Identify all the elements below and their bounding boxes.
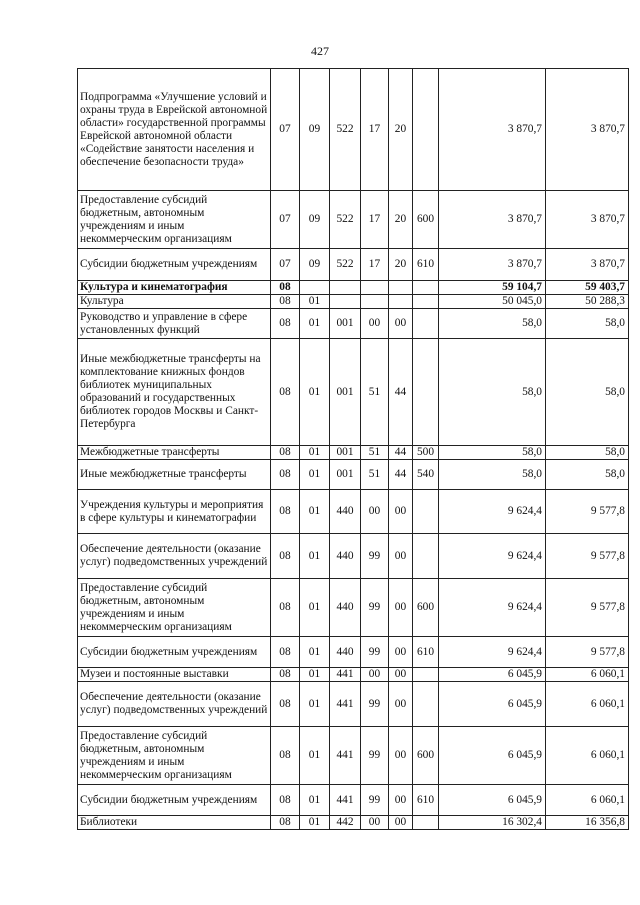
- cell-amount-year-1: 9 624,4: [439, 534, 546, 579]
- cell-amount-year-1: 58,0: [439, 446, 546, 460]
- cell-expense-type: 600: [413, 727, 439, 785]
- cell-target-article-1: 440: [330, 490, 361, 534]
- cell-target-article-1: 441: [330, 727, 361, 785]
- cell-target-article-2: [361, 281, 389, 295]
- cell-expense-type: 500: [413, 446, 439, 460]
- cell-target-article-2: 99: [361, 727, 389, 785]
- cell-amount-year-1: 59 104,7: [439, 281, 546, 295]
- cell-subsection: 01: [300, 295, 330, 309]
- cell-name: Субсидии бюджетным учреждениям: [78, 637, 271, 668]
- cell-target-article-2: 00: [361, 816, 389, 830]
- cell-target-article-3: 44: [389, 446, 413, 460]
- table-row: [78, 534, 629, 579]
- cell-subsection: 01: [300, 534, 330, 579]
- cell-expense-type: [413, 309, 439, 339]
- cell-amount-year-1: 50 045,0: [439, 295, 546, 309]
- cell-amount-year-1: 3 870,7: [439, 191, 546, 249]
- table-row: [78, 816, 629, 830]
- cell-expense-type: 610: [413, 785, 439, 816]
- cell-target-article-1: 441: [330, 682, 361, 727]
- cell-section: 08: [271, 668, 300, 682]
- cell-subsection: 01: [300, 579, 330, 637]
- cell-target-article-3: 00: [389, 579, 413, 637]
- cell-target-article-3: 20: [389, 249, 413, 281]
- cell-subsection: 01: [300, 309, 330, 339]
- cell-expense-type: [413, 816, 439, 830]
- cell-name: Предоставление субсидий бюджетным, автономным учреждениям и иным некоммерческим организациям: [78, 727, 271, 785]
- cell-target-article-3: 00: [389, 490, 413, 534]
- cell-amount-year-2: 6 060,1: [546, 785, 629, 816]
- cell-expense-type: [413, 534, 439, 579]
- cell-subsection: 01: [300, 785, 330, 816]
- table-row: [78, 191, 629, 249]
- cell-target-article-3: 00: [389, 816, 413, 830]
- cell-target-article-1: 440: [330, 579, 361, 637]
- cell-expense-type: [413, 682, 439, 727]
- cell-section: 08: [271, 309, 300, 339]
- cell-name: Субсидии бюджетным учреждениям: [78, 249, 271, 281]
- cell-subsection: 01: [300, 637, 330, 668]
- cell-section: 08: [271, 339, 300, 446]
- cell-amount-year-1: 3 870,7: [439, 249, 546, 281]
- cell-amount-year-2: 6 060,1: [546, 668, 629, 682]
- cell-amount-year-1: 58,0: [439, 339, 546, 446]
- table-row: [78, 249, 629, 281]
- cell-target-article-3: 20: [389, 191, 413, 249]
- table-row: [78, 668, 629, 682]
- cell-target-article-1: 001: [330, 446, 361, 460]
- cell-amount-year-2: 6 060,1: [546, 682, 629, 727]
- cell-subsection: 01: [300, 339, 330, 446]
- cell-target-article-3: 00: [389, 668, 413, 682]
- cell-section: 08: [271, 579, 300, 637]
- cell-amount-year-2: 9 577,8: [546, 490, 629, 534]
- budget-table: [77, 68, 629, 830]
- cell-amount-year-1: 9 624,4: [439, 579, 546, 637]
- cell-amount-year-1: 9 624,4: [439, 490, 546, 534]
- table-row: [78, 69, 629, 191]
- cell-target-article-2: 00: [361, 668, 389, 682]
- table-row: [78, 281, 629, 295]
- cell-target-article-1: 442: [330, 816, 361, 830]
- table-row: [78, 339, 629, 446]
- cell-target-article-1: 001: [330, 460, 361, 490]
- cell-target-article-1: [330, 281, 361, 295]
- cell-section: 08: [271, 682, 300, 727]
- cell-target-article-2: 99: [361, 785, 389, 816]
- cell-subsection: 01: [300, 490, 330, 534]
- cell-section: 08: [271, 460, 300, 490]
- cell-target-article-3: [389, 281, 413, 295]
- cell-amount-year-1: 6 045,9: [439, 785, 546, 816]
- cell-section: 08: [271, 816, 300, 830]
- cell-name: Обеспечение деятельности (оказание услуг) подведомственных учреждений: [78, 534, 271, 579]
- cell-expense-type: [413, 69, 439, 191]
- cell-section: 08: [271, 727, 300, 785]
- table-row: [78, 490, 629, 534]
- cell-expense-type: [413, 339, 439, 446]
- cell-amount-year-1: 58,0: [439, 309, 546, 339]
- cell-amount-year-2: 58,0: [546, 309, 629, 339]
- cell-target-article-1: 522: [330, 249, 361, 281]
- cell-amount-year-2: 58,0: [546, 339, 629, 446]
- table-row: [78, 309, 629, 339]
- cell-target-article-2: 99: [361, 682, 389, 727]
- cell-target-article-2: [361, 295, 389, 309]
- cell-target-article-3: 00: [389, 727, 413, 785]
- table-row: [78, 579, 629, 637]
- table-row: [78, 446, 629, 460]
- cell-expense-type: [413, 668, 439, 682]
- cell-expense-type: [413, 295, 439, 309]
- cell-section: 07: [271, 69, 300, 191]
- page-number: 427: [311, 44, 329, 58]
- cell-expense-type: [413, 490, 439, 534]
- cell-name: Учреждения культуры и мероприятия в сфере культуры и кинематографии: [78, 490, 271, 534]
- cell-amount-year-2: 59 403,7: [546, 281, 629, 295]
- cell-name: Культура: [78, 295, 271, 309]
- cell-amount-year-1: 6 045,9: [439, 682, 546, 727]
- cell-section: 08: [271, 446, 300, 460]
- cell-amount-year-2: 9 577,8: [546, 637, 629, 668]
- cell-target-article-2: 17: [361, 69, 389, 191]
- cell-name: Иные межбюджетные трансферты: [78, 460, 271, 490]
- cell-target-article-1: 001: [330, 309, 361, 339]
- cell-target-article-2: 51: [361, 339, 389, 446]
- cell-subsection: 01: [300, 727, 330, 785]
- cell-target-article-3: 00: [389, 309, 413, 339]
- cell-section: 08: [271, 637, 300, 668]
- cell-name: Подпрограмма «Улучшение условий и охраны труда в Еврейской автономной области» государственной программы Еврейской автономной области «Содействие занятости населения и обеспечение безопасности труда»: [78, 69, 271, 191]
- cell-subsection: 01: [300, 816, 330, 830]
- cell-subsection: 01: [300, 668, 330, 682]
- cell-target-article-3: 44: [389, 339, 413, 446]
- cell-amount-year-2: 9 577,8: [546, 579, 629, 637]
- cell-target-article-3: 00: [389, 682, 413, 727]
- cell-target-article-2: 00: [361, 309, 389, 339]
- cell-subsection: 01: [300, 682, 330, 727]
- cell-target-article-1: 001: [330, 339, 361, 446]
- cell-expense-type: [413, 281, 439, 295]
- cell-target-article-3: 44: [389, 460, 413, 490]
- cell-amount-year-2: 9 577,8: [546, 534, 629, 579]
- cell-amount-year-2: 50 288,3: [546, 295, 629, 309]
- cell-section: 08: [271, 295, 300, 309]
- cell-target-article-1: 522: [330, 69, 361, 191]
- cell-name: Музеи и постоянные выставки: [78, 668, 271, 682]
- cell-name: Межбюджетные трансферты: [78, 446, 271, 460]
- cell-target-article-1: 441: [330, 668, 361, 682]
- cell-amount-year-2: 16 356,8: [546, 816, 629, 830]
- cell-name: Предоставление субсидий бюджетным, автономным учреждениям и иным некоммерческим организациям: [78, 191, 271, 249]
- cell-target-article-3: 00: [389, 785, 413, 816]
- table-row: [78, 727, 629, 785]
- cell-amount-year-2: 58,0: [546, 446, 629, 460]
- cell-subsection: 09: [300, 69, 330, 191]
- cell-expense-type: 600: [413, 579, 439, 637]
- cell-target-article-1: 441: [330, 785, 361, 816]
- cell-target-article-2: 99: [361, 637, 389, 668]
- cell-target-article-1: [330, 295, 361, 309]
- cell-target-article-3: 00: [389, 637, 413, 668]
- cell-target-article-3: [389, 295, 413, 309]
- table-body: [78, 69, 629, 830]
- table-row: [78, 295, 629, 309]
- cell-amount-year-2: 3 870,7: [546, 69, 629, 191]
- cell-name: Предоставление субсидий бюджетным, автономным учреждениям и иным некоммерческим организациям: [78, 579, 271, 637]
- cell-section: 08: [271, 281, 300, 295]
- cell-amount-year-2: 58,0: [546, 460, 629, 490]
- cell-subsection: [300, 281, 330, 295]
- cell-target-article-1: 522: [330, 191, 361, 249]
- cell-section: 07: [271, 191, 300, 249]
- cell-subsection: 01: [300, 446, 330, 460]
- cell-amount-year-1: 58,0: [439, 460, 546, 490]
- cell-amount-year-1: 16 302,4: [439, 816, 546, 830]
- cell-name: Обеспечение деятельности (оказание услуг) подведомственных учреждений: [78, 682, 271, 727]
- cell-expense-type: 540: [413, 460, 439, 490]
- cell-name: Библиотеки: [78, 816, 271, 830]
- cell-target-article-1: 440: [330, 637, 361, 668]
- cell-target-article-2: 17: [361, 249, 389, 281]
- cell-target-article-2: 99: [361, 579, 389, 637]
- cell-amount-year-1: 6 045,9: [439, 727, 546, 785]
- cell-expense-type: 610: [413, 637, 439, 668]
- cell-subsection: 01: [300, 460, 330, 490]
- cell-section: 08: [271, 490, 300, 534]
- cell-target-article-3: 00: [389, 534, 413, 579]
- cell-target-article-2: 17: [361, 191, 389, 249]
- table-row: [78, 785, 629, 816]
- cell-name: Культура и кинематография: [78, 281, 271, 295]
- cell-target-article-2: 99: [361, 534, 389, 579]
- cell-expense-type: 600: [413, 191, 439, 249]
- table-row: [78, 682, 629, 727]
- cell-amount-year-2: 6 060,1: [546, 727, 629, 785]
- cell-subsection: 09: [300, 249, 330, 281]
- cell-target-article-3: 20: [389, 69, 413, 191]
- cell-target-article-2: 51: [361, 446, 389, 460]
- cell-target-article-1: 440: [330, 534, 361, 579]
- cell-expense-type: 610: [413, 249, 439, 281]
- cell-amount-year-1: 6 045,9: [439, 668, 546, 682]
- table-row: [78, 460, 629, 490]
- cell-target-article-2: 51: [361, 460, 389, 490]
- cell-section: 08: [271, 534, 300, 579]
- cell-section: 08: [271, 785, 300, 816]
- cell-amount-year-1: 3 870,7: [439, 69, 546, 191]
- cell-amount-year-2: 3 870,7: [546, 191, 629, 249]
- cell-section: 07: [271, 249, 300, 281]
- cell-name: Субсидии бюджетным учреждениям: [78, 785, 271, 816]
- cell-amount-year-1: 9 624,4: [439, 637, 546, 668]
- cell-subsection: 09: [300, 191, 330, 249]
- table-row: [78, 637, 629, 668]
- cell-target-article-2: 00: [361, 490, 389, 534]
- cell-name: Иные межбюджетные трансферты на комплектование книжных фондов библиотек муниципальных образований и государственных библиотек городов Москвы и Санкт-Петербурга: [78, 339, 271, 446]
- cell-amount-year-2: 3 870,7: [546, 249, 629, 281]
- cell-name: Руководство и управление в сфере установленных функций: [78, 309, 271, 339]
